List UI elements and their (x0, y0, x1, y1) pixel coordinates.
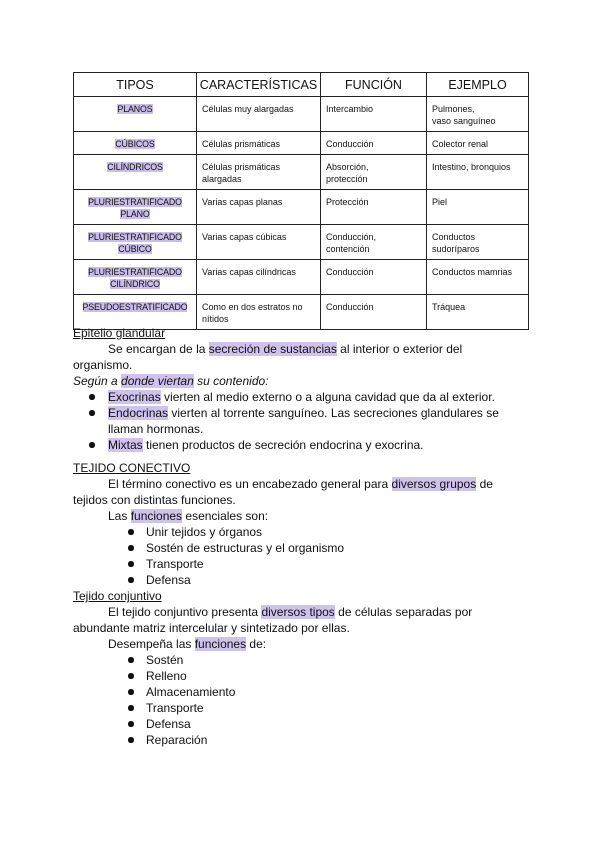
gland-types-list (73, 389, 513, 453)
list-item: Defensa (73, 716, 513, 732)
highlight: diversos grupos (391, 477, 477, 491)
list-item: Exocrinas vierten al medio externo o a alguna cavidad que da al exterior. (73, 389, 513, 405)
functions-list (73, 524, 513, 588)
epithelium-types-table (73, 72, 529, 330)
list-item: Sostén (73, 652, 513, 668)
table-header-row (74, 73, 529, 97)
cell-ejemplo: Tráquea (427, 295, 529, 330)
tipo-label: CÚBICOS (115, 139, 155, 149)
list-item: Mixtas tienen productos de secreción endocrina y exocrina. (73, 437, 513, 453)
cell-tipo (74, 225, 197, 260)
list-item: Relleno (73, 668, 513, 684)
cell-tipo (74, 155, 197, 190)
paragraph: El término conectivo es un encabezado general para diversos grupos de tejidos con distintas funciones. (73, 477, 493, 507)
cell-caracteristicas: Varias capas cúbicas (197, 225, 321, 260)
tipo-label: PSEUDOESTRATIFICADO (82, 302, 188, 312)
heading-tejido-conectivo: TEJIDO CONECTIVO (73, 461, 191, 475)
header-caracteristicas: CARACTERÍSTICAS (197, 73, 321, 97)
list-item: Transporte (73, 700, 513, 716)
cell-tipo (74, 190, 197, 225)
cell-tipo (74, 260, 197, 295)
tipo-label: CILÍNDRICOS (107, 162, 163, 172)
cell-caracteristicas: Células prismáticas alargadas (197, 155, 321, 190)
paragraph: El tejido conjuntivo presenta diversos tipos de células separadas por abundante matriz intercelular y sintetizado por ellas. (73, 605, 473, 635)
header-funcion: FUNCIÓN (321, 73, 427, 97)
table-row (74, 225, 529, 260)
cell-ejemplo: Pulmones, vaso sanguíneo (427, 97, 529, 132)
cell-ejemplo: Conductos sudoríparos (427, 225, 529, 260)
table-row (74, 97, 529, 132)
section-tejido-conectivo (73, 460, 513, 588)
list-item: Unir tejidos y órganos (73, 524, 513, 540)
header-tipos: TIPOS (74, 73, 197, 97)
highlight: secreción de sustancias (208, 342, 337, 356)
functions-list (73, 652, 513, 748)
cell-funcion: Conducción (321, 132, 427, 155)
heading-epitelio-glandular: Epitelio glandular (73, 326, 166, 340)
highlight: donde viertan (121, 374, 194, 388)
highlight: funciones (130, 509, 183, 523)
highlight: funciones (194, 637, 247, 651)
section-tejido-conjuntivo (73, 588, 513, 748)
cell-caracteristicas: Varias capas cilíndricas (197, 260, 321, 295)
list-item: Transporte (73, 556, 513, 572)
list-item: Reparación (73, 732, 513, 748)
cell-ejemplo: Conductos mamrias (427, 260, 529, 295)
cell-funcion: Protección (321, 190, 427, 225)
paragraph: Las funciones esenciales son: (108, 509, 269, 523)
cell-funcion: Absorción, protección (321, 155, 427, 190)
cell-funcion: Conducción (321, 295, 427, 330)
table-row (74, 260, 529, 295)
tipo-label: PLURIESTRATIFICADO CILÍNDRICO (88, 267, 182, 289)
cell-ejemplo: Intestino, bronquios (427, 155, 529, 190)
cell-tipo (74, 132, 197, 155)
table-row (74, 190, 529, 225)
list-item: Defensa (73, 572, 513, 588)
paragraph: Desempeña las funciones de: (108, 637, 267, 651)
highlight: diversos tipos (261, 605, 335, 619)
cell-ejemplo: Colector renal (427, 132, 529, 155)
cell-funcion: Conducción, contención (321, 225, 427, 260)
cell-ejemplo: Piel (427, 190, 529, 225)
cell-caracteristicas: Células muy alargadas (197, 97, 321, 132)
paragraph: Según a donde viertan su contenido: (73, 374, 269, 388)
tipo-label: PLANOS (117, 104, 153, 114)
cell-funcion: Conducción (321, 260, 427, 295)
paragraph: Se encargan de la secreción de sustancias al interior o exterior del organismo. (73, 342, 463, 372)
cell-caracteristicas: Varias capas planas (197, 190, 321, 225)
table-row (74, 132, 529, 155)
section-epitelio-glandular (73, 325, 513, 453)
tipo-label: PLURIESTRATIFICADO CÚBICO (88, 232, 182, 254)
list-item: Sostén de estructuras y el organismo (73, 540, 513, 556)
cell-funcion: Intercambio (321, 97, 427, 132)
table-row (74, 155, 529, 190)
tipo-label: PLURIESTRATIFICADO PLANO (88, 197, 182, 219)
cell-caracteristicas: Como en dos estratos no nítidos (197, 295, 321, 330)
list-item: Endocrinas vierten al torrente sanguíneo. Las secreciones glandulares se llaman hormonas. (73, 405, 513, 437)
cell-caracteristicas: Células prismáticas (197, 132, 321, 155)
list-item: Almacenamiento (73, 684, 513, 700)
cell-tipo (74, 97, 197, 132)
heading-tejido-conjuntivo: Tejido conjuntivo (73, 589, 162, 603)
header-ejemplo: EJEMPLO (427, 73, 529, 97)
